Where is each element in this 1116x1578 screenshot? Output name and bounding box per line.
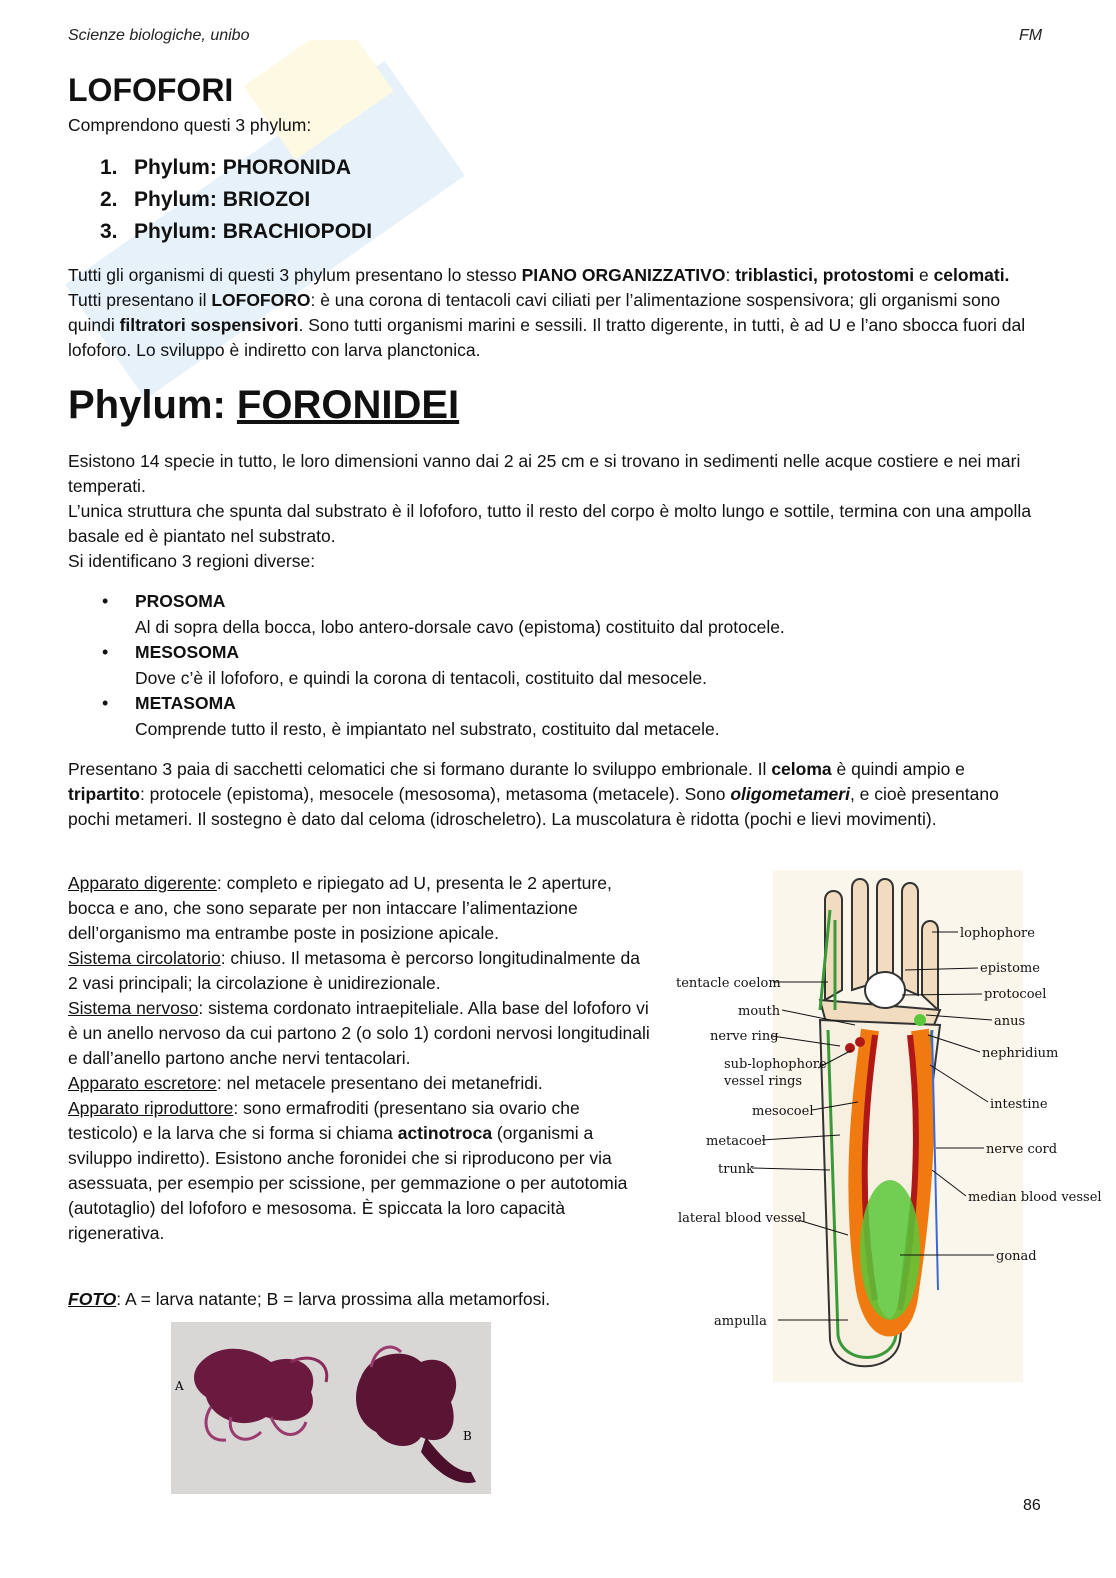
label-intestine: intestine bbox=[990, 1097, 1048, 1112]
phoronid-anatomy-diagram bbox=[670, 870, 1110, 1385]
foto-caption: FOTO: A = larva natante; B = larva prossima alla metamorfosi. bbox=[68, 1289, 551, 1309]
larva-photo bbox=[171, 1322, 491, 1494]
excretory-system: Apparato escretore: nel metacele presentano dei metanefridi. bbox=[68, 1073, 543, 1093]
label-nephridium: nephridium bbox=[982, 1046, 1059, 1061]
larva-a-label: A bbox=[175, 1379, 184, 1393]
nervous-system: Sistema nervoso: sistema cordonato intraepiteliale. Alla base del lofoforo vi è un anello nervoso da cui partono 2 (o solo 1) cordoni nervosi longitudinali e dall’anello partono anche nervi tentacolari. bbox=[68, 998, 650, 1068]
label-median-blood-vessel: median blood vessel bbox=[968, 1190, 1102, 1205]
region-item: • METASOMA Comprende tutto il resto, è impiantato nel substrato, costituito dal metacele. bbox=[102, 693, 720, 739]
label-nerve-ring: nerve ring bbox=[710, 1029, 779, 1044]
coelom-paragraph: Presentano 3 paia di sacchetti celomatici che si formano durante lo sviluppo embrionale. Il celoma è quindi ampio e tripartito: protocele (epistoma), mesocele (mesosoma), metasoma (metacele). Sono oligometameri, e cioè presentano pochi metameri. Il sostegno è dato dal celoma (idroscheletro). La muscolatura è ridotta (pochi e lievi movimenti). bbox=[68, 759, 999, 829]
phylum-item: 2. Phylum: BRIOZOI bbox=[100, 188, 311, 211]
label-vessel-rings: vessel rings bbox=[724, 1074, 803, 1089]
header-left: Scienze biologiche, unibo bbox=[68, 27, 250, 44]
region-item: • PROSOMA Al di sopra della bocca, lobo antero-dorsale cavo (epistoma) costituito dal protocele. bbox=[102, 591, 785, 637]
digestive-system: Apparato digerente: completo e ripiegato ad U, presenta le 2 aperture, bocca e ano, che sono separate per non intaccare l’alimentazione dell’organismo ma entrambe poste in posizione apicale. bbox=[68, 873, 612, 943]
label-lateral-blood-vessel: lateral blood vessel bbox=[678, 1211, 806, 1226]
label-lophophore: lophophore bbox=[960, 926, 1035, 941]
regions-list bbox=[68, 589, 1043, 742]
gonad bbox=[860, 1180, 920, 1320]
paragraph: Esistono 14 specie in tutto, le loro dimensioni vanno dai 2 ai 25 cm e si trovano in sedimenti nelle acque costiere e nei mari temperati. bbox=[68, 451, 1021, 496]
label-epistome: epistome bbox=[980, 961, 1040, 976]
label-anus: anus bbox=[994, 1014, 1026, 1029]
reproductive-system: Apparato riproduttore: sono ermafroditi (presentano sia ovario che testicolo) e la larva che si forma si chiama actinotroca (organismi a sviluppo indiretto). Esistono anche foronidei che si riproducono per via asessuata, per esempio per scissione, per gemmazione o per autotomia (autotaglio) del lofoforo e mesosoma. È spiccata la loro capacità rigenerativa. bbox=[68, 1098, 628, 1243]
label-ampulla: ampulla bbox=[714, 1314, 767, 1329]
systems-paragraph bbox=[68, 871, 653, 1246]
larva-b-label: B bbox=[463, 1429, 472, 1443]
lofofori-paragraph: Tutti gli organismi di questi 3 phylum presentano lo stesso PIANO ORGANIZZATIVO: triblastici, protostomi e celomati. Tutti presentano il LOFOFORO: è una corona di tentacoli cavi ciliati per l’alimentazione sospensivora; gli organismi sono quindi filtratori sospensivori. Sono tutti organismi marini e sessili. Il tratto digerente, in tutti, è ad U e l’ano sbocca fuori dal lofoforo. Lo sviluppo è indiretto con larva planctonica. bbox=[68, 265, 1026, 360]
page-number: 86 bbox=[1023, 1497, 1041, 1514]
header-right: FM bbox=[1019, 27, 1043, 44]
label-nerve-cord: nerve cord bbox=[986, 1142, 1058, 1157]
label-trunk: trunk bbox=[718, 1162, 755, 1177]
paragraph: L’unica struttura che spunta dal substrato è il lofoforo, tutto il resto del corpo è molto lungo e sottile, termina con una ampolla basale ed è piantato nel substrato. bbox=[68, 501, 1032, 546]
label-metacoel: metacoel bbox=[706, 1134, 766, 1149]
label-tentacle-coelom: tentacle coelom bbox=[676, 976, 781, 991]
label-gonad: gonad bbox=[996, 1249, 1037, 1264]
section-title-foronidei: Phylum: FORONIDEI bbox=[68, 383, 460, 427]
label-sub-lophophore: sub-lophophore bbox=[724, 1057, 827, 1072]
section-title-lofofori: LOFOFORI bbox=[68, 72, 234, 108]
region-item: • MESOSOMA Dove c’è il lofoforo, e quindi la corona di tentacoli, costituito dal mesocele. bbox=[102, 642, 707, 688]
label-protocoel: protocoel bbox=[984, 987, 1047, 1002]
circulatory-system: Sistema circolatorio: chiuso. Il metasoma è percorso longitudinalmente da 2 vasi principali; la circolazione è unidirezionale. bbox=[68, 948, 640, 993]
label-mouth: mouth bbox=[738, 1004, 781, 1019]
label-mesocoel: mesocoel bbox=[752, 1104, 814, 1119]
foronidei-intro bbox=[68, 449, 1043, 574]
phylum-item: 1. Phylum: PHORONIDA bbox=[100, 156, 352, 179]
phylum-item: 3. Phylum: BRACHIOPODI bbox=[100, 220, 373, 243]
paragraph: Si identificano 3 regioni diverse: bbox=[68, 551, 316, 571]
phylum-list bbox=[100, 152, 372, 248]
intro-text: Comprendono questi 3 phylum: bbox=[68, 115, 312, 135]
